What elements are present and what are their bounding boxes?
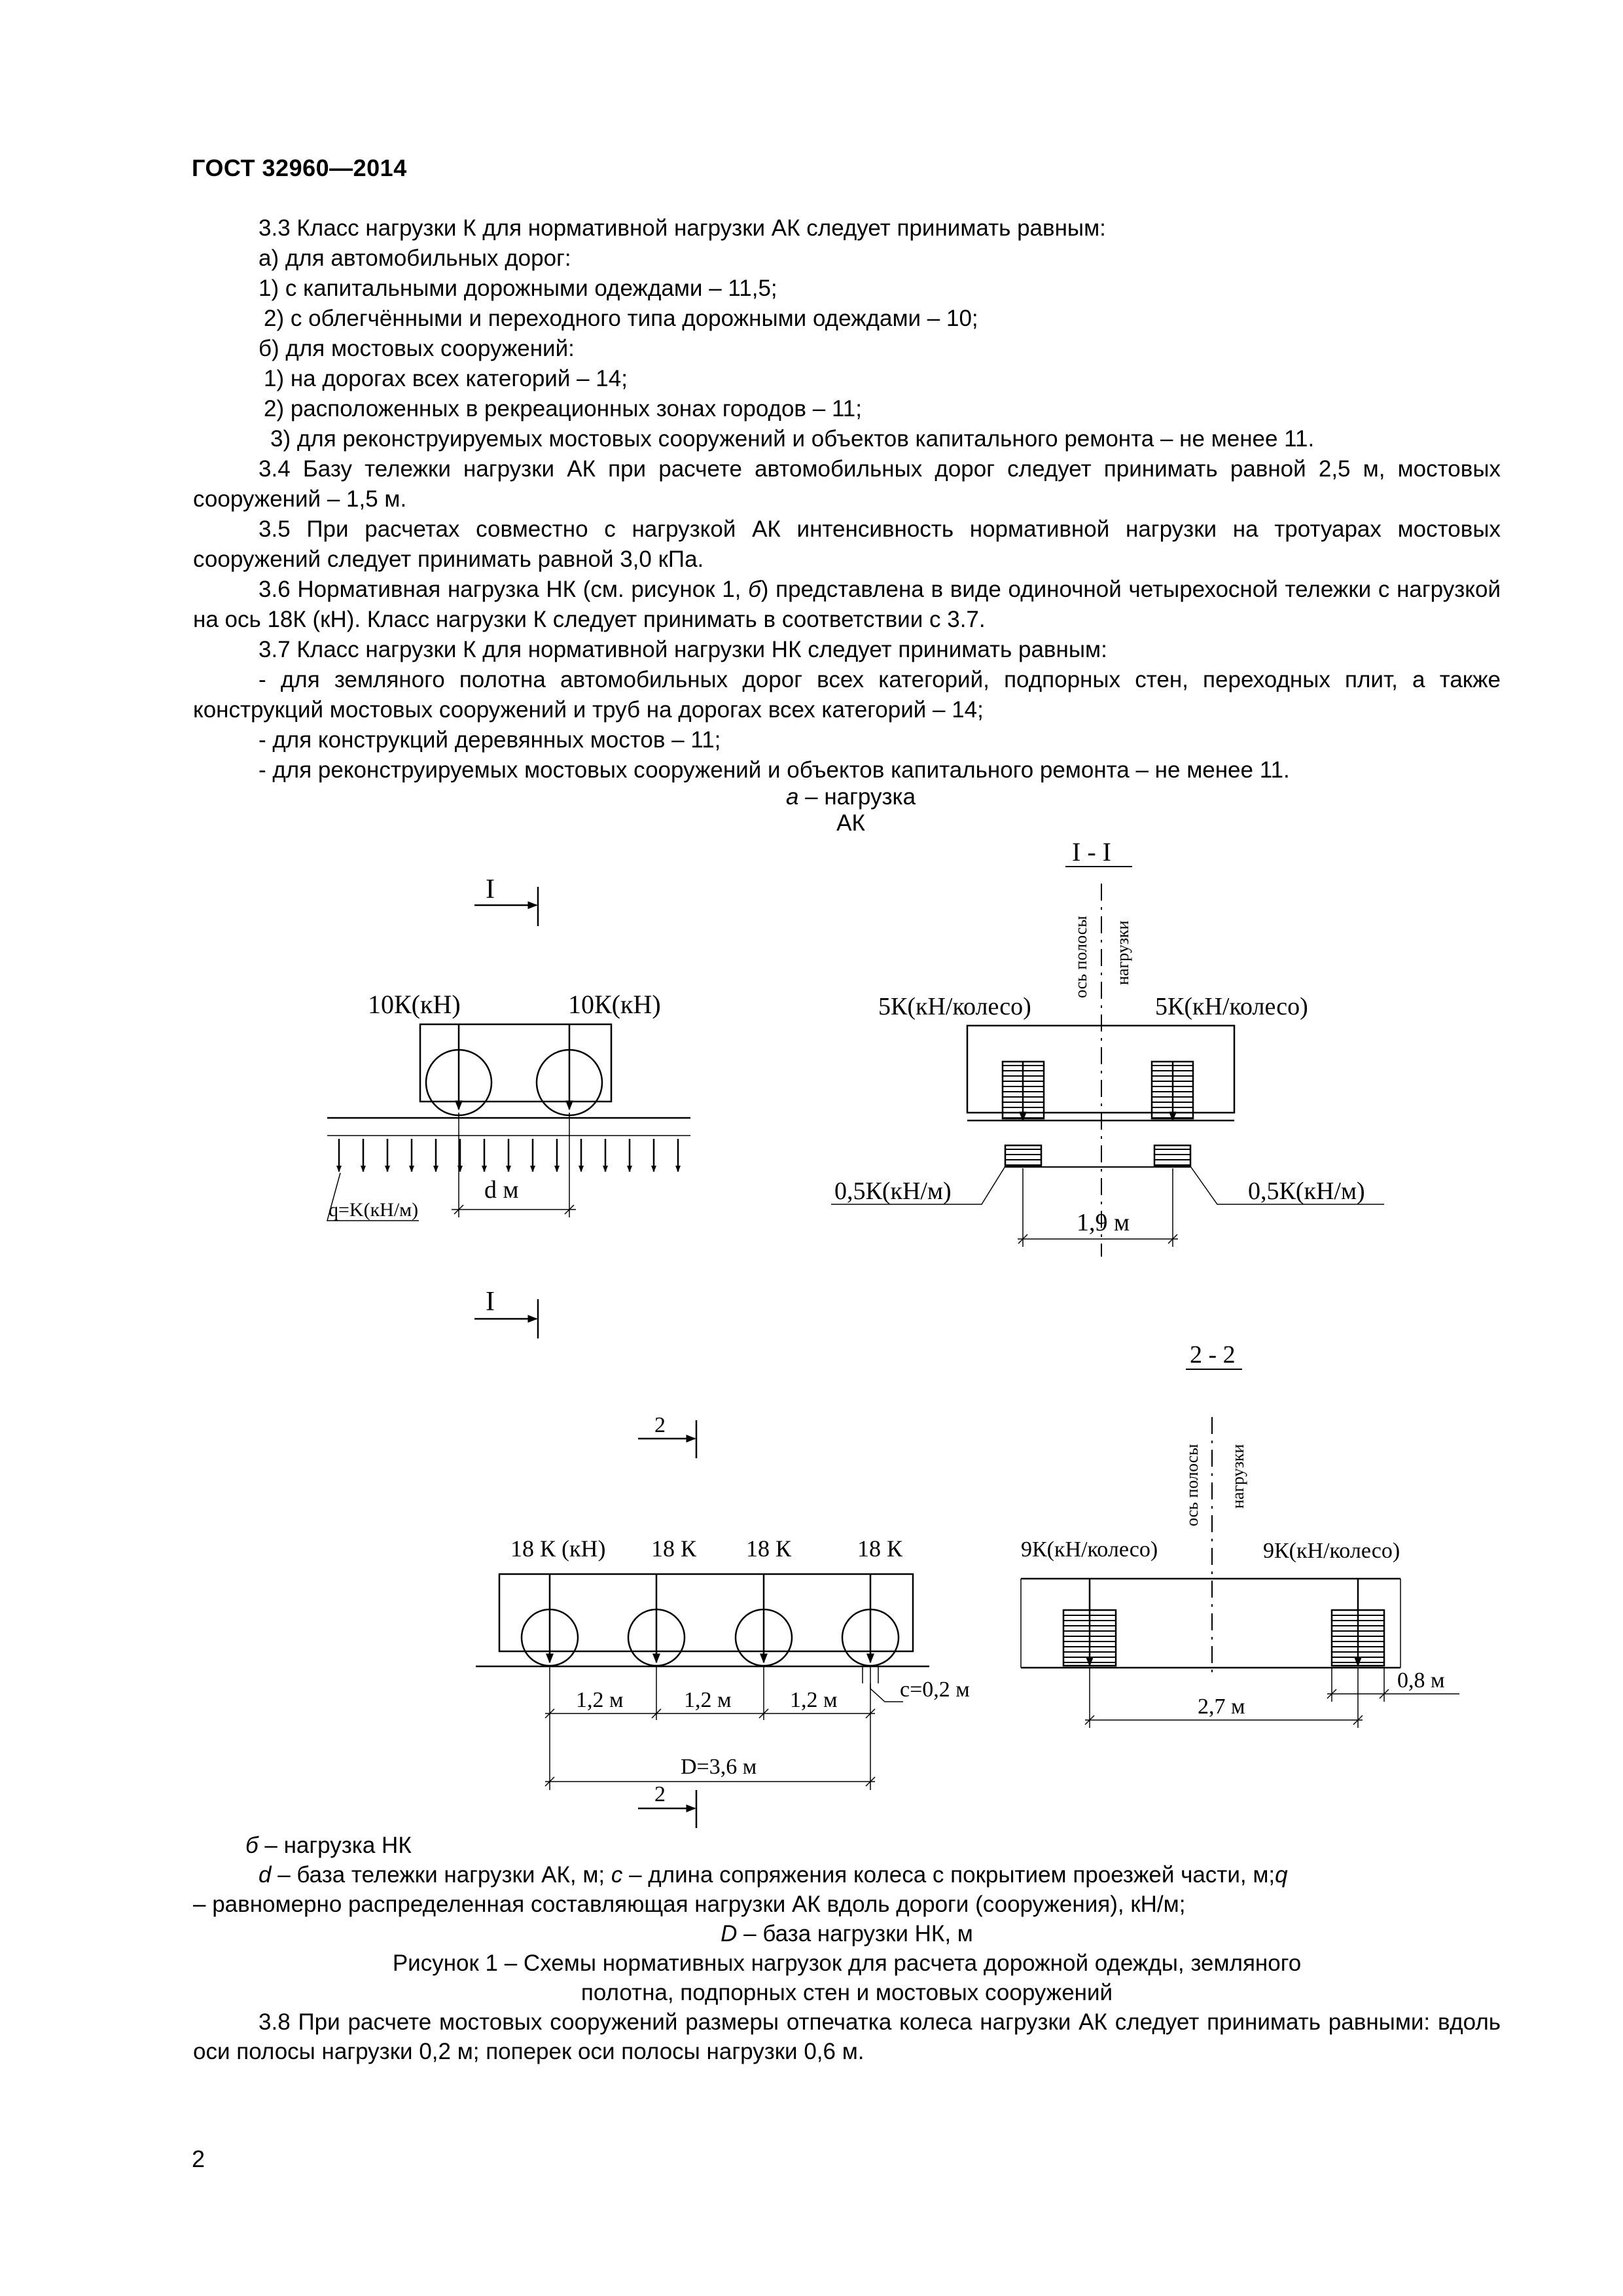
ak-udl-arrows — [339, 1139, 678, 1172]
ak-section-title: I - I — [1072, 837, 1111, 867]
list-item-a1: 1) с капитальными дорожными одеждами – 11,5; — [259, 276, 777, 301]
ak-side-view — [327, 887, 690, 1338]
legend-D: D – база нагрузки НК, м — [721, 1921, 973, 1946]
ak-lane-axis-label-1: ось полосы — [1071, 916, 1090, 998]
ak-udl-label-right: 0,5К(кН/м) — [1248, 1177, 1365, 1205]
nk-contact-label: с=0,2 м — [900, 1677, 970, 1702]
nk-spacing-label-1: 1,2 м — [576, 1688, 624, 1712]
ak-wheel-load-right: 5К(кН/колесо) — [1155, 993, 1308, 1020]
nk-base-label: D=3,6 м — [681, 1755, 757, 1779]
ak-lane-axis-label-2: нагрузки — [1113, 920, 1132, 985]
legend-q: – равномерно распределенная составляющая нагрузки АК вдоль дороги (сооружения), кН/м; — [193, 1892, 1186, 1917]
nk-lane-axis-label-2: нагрузки — [1228, 1444, 1247, 1509]
nk-contact-dimension — [863, 1666, 903, 1702]
list-item-b2: 2) расположенных в рекреационных зонах городов – 11; — [264, 396, 862, 422]
nk-section-mark-top: 2 — [654, 1413, 666, 1437]
figure-caption-block — [193, 1831, 1501, 2066]
list-item-dash-1: - для земляного полотна автомобильных дорог всех категорий, подпорных стен, переходных плит, а также конструкций мостовых сооружений и труб на дорогах всех категорий – 14; — [193, 667, 1501, 723]
nk-load-label-3: 18 К — [746, 1535, 792, 1562]
nk-wheel-load-left: 9К(кН/колесо) — [1021, 1537, 1158, 1562]
nk-section-mark-bottom: 2 — [654, 1782, 666, 1806]
document-header: ГОСТ 32960—2014 — [192, 154, 407, 181]
nk-load-label-2: 18 К — [651, 1535, 697, 1562]
list-item-a: а) для автомобильных дорог: — [259, 245, 571, 271]
nk-width-label: 2,7 м — [1198, 1695, 1245, 1719]
ak-width-label: 1,9 м — [1077, 1209, 1130, 1236]
figure-caption-line-2: полотна, подпорных стен и мостовых сооружений — [580, 1980, 1113, 2005]
ak-section-labels — [834, 837, 1365, 1236]
nk-spacing-label-2: 1,2 м — [684, 1688, 732, 1712]
subfigure-b-caption: б – нагрузка НК — [245, 1833, 412, 1858]
paragraph-3-5: 3.5 При расчетах совместно с нагрузкой АК интенсивность нормативной нагрузки на тротуарах мостовых сооружений следует принимать равной 3,0 кПа. — [193, 516, 1501, 572]
paragraph-3-4: 3.4 Базу тележки нагрузки АК при расчете автомобильных дорог следует принимать равной 2,5 м, мостовых сооружений – 1,5 м. — [193, 456, 1501, 512]
nk-section-title: 2 - 2 — [1190, 1341, 1236, 1369]
section-marker-2-top — [638, 1420, 696, 1458]
list-item-b1: 1) на дорогах всех категорий – 14; — [264, 366, 628, 391]
section-marker-upper — [474, 887, 538, 926]
nk-lane-axis-label-1: ось полосы — [1183, 1444, 1202, 1526]
nk-spacing-label-3: 1,2 м — [790, 1688, 838, 1712]
list-item-dash-3: - для реконструируемых мостовых сооружений и объектов капитального ремонта – не менее 11. — [259, 757, 1290, 783]
nk-load-label-1: 18 К (кН) — [510, 1535, 606, 1562]
ak-udl-pad-right — [1154, 1145, 1190, 1166]
paragraph-3-8: 3.8 При расчете мостовых сооружений размеры отпечатка колеса нагрузки АК следует принимать равными: вдоль оси полосы нагрузки 0,2 м; поперек оси полосы нагрузки 0,6 м. — [193, 2009, 1501, 2064]
list-item-b: б) для мостовых сооружений: — [259, 336, 575, 361]
subfigure-a-caption: а – нагрузка АК — [785, 784, 916, 836]
legend-d-c: d – база тележки нагрузки АК, м; c – длина сопряжения колеса с покрытием проезжей части, м;q — [259, 1862, 1288, 1888]
ak-vehicle-body — [420, 1024, 611, 1102]
nk-wheel-width-label: 0,8 м — [1397, 1668, 1445, 1693]
nk-wheel-load-right: 9К(кН/колесо) — [1263, 1539, 1400, 1563]
ak-load-label-right: 10К(кН) — [568, 990, 661, 1019]
section-mark-label: I — [486, 874, 495, 905]
paragraph-3-7: 3.7 Класс нагрузки К для нормативной нагрузки НК следует принимать равным: — [259, 637, 1107, 662]
paragraph-3-3: 3.3 Класс нагрузки К для нормативной нагрузки АК следует принимать равным: — [259, 215, 1106, 241]
ak-udl-label: q=K(кН/м) — [329, 1199, 419, 1221]
figure-caption-line-1: Рисунок 1 – Схемы нормативных нагрузок для расчета дорожной одежды, земляного — [392, 1950, 1302, 1976]
section-mark-label-lower: I — [486, 1287, 495, 1317]
nk-side-labels — [510, 1413, 970, 1806]
ak-wheel-load-left: 5К(кН/колесо) — [878, 993, 1031, 1020]
nk-load-label-4: 18 К — [857, 1535, 903, 1562]
ak-udl-pad-left — [1005, 1145, 1041, 1166]
section-marker-2-bottom — [638, 1790, 696, 1828]
paragraph-3-6: 3.6 Нормативная нагрузка НК (см. рисунок 1, б) представлена в виде одиночной четырехосной тележки с нагрузкой на ось 18К (кН). Класс нагрузки К следует принимать в соответствии с 3.7. — [193, 577, 1501, 632]
list-item-a2: 2) с облегчёнными и переходного типа дорожными одеждами – 10; — [264, 306, 978, 331]
ak-load-label-left: 10К(кН) — [368, 990, 461, 1019]
list-item-dash-2: - для конструкций деревянных мостов – 11; — [259, 727, 721, 753]
list-item-b3: 3) для реконструируемых мостовых сооружений и объектов капитального ремонта – не менее 11. — [270, 426, 1315, 452]
section-marker-lower — [474, 1299, 538, 1338]
page-number: 2 — [192, 2145, 205, 2172]
ak-base-label: d м — [484, 1176, 519, 1204]
ak-udl-label-left: 0,5К(кН/м) — [834, 1177, 952, 1205]
